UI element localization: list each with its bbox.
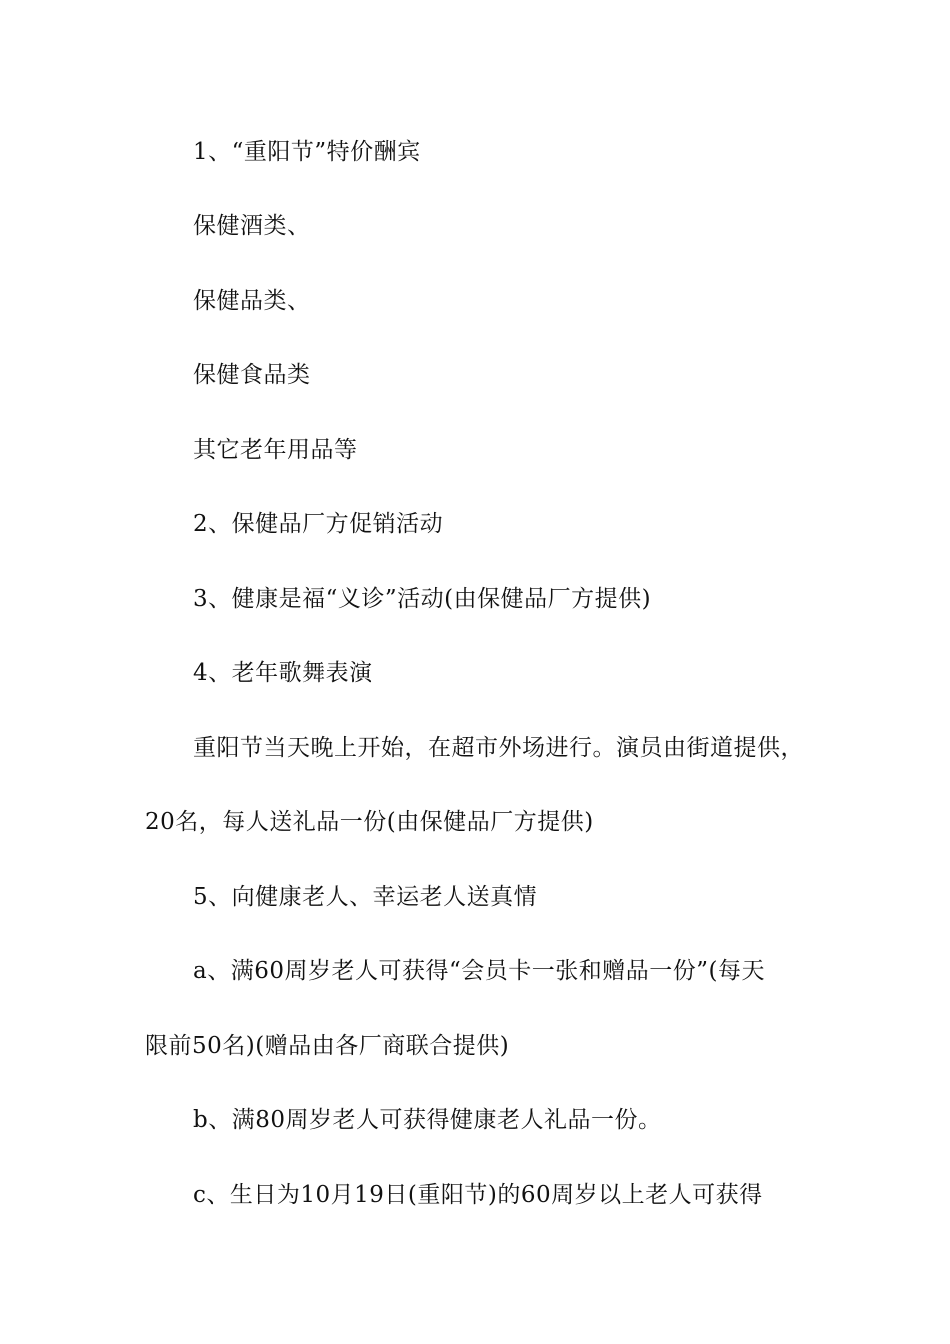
list-item-1-heading: 1、“重阳节”特价酬宾	[193, 139, 421, 165]
sub-item-c: c、生日为10月19日(重阳节)的60周岁以上老人可获得	[193, 1182, 763, 1208]
paragraph-line: 重阳节当天晚上开始，在超市外场进行。演员由街道提供，	[193, 735, 804, 761]
paragraph-line: 20名，每人送礼品一份(由保健品厂方提供)	[145, 809, 594, 835]
list-item-5-heading: 5、向健康老人、幸运老人送真情	[193, 884, 538, 910]
paragraph-line: 其它老年用品等	[193, 437, 358, 463]
sub-item-a: a、满60周岁老人可获得“会员卡一张和赠品一份”(每天	[193, 958, 765, 984]
list-item-4-heading: 4、老年歌舞表演	[193, 660, 373, 686]
list-item-3-heading: 3、健康是福“义诊”活动(由保健品厂方提供)	[193, 586, 652, 612]
paragraph-line: 保健食品类	[193, 362, 311, 388]
list-item-2-heading: 2、保健品厂方促销活动	[193, 511, 444, 537]
paragraph-line: 限前50名)(赠品由各厂商联合提供)	[145, 1033, 510, 1059]
paragraph-line: 保健酒类、	[193, 213, 311, 239]
paragraph-line: 保健品类、	[193, 288, 311, 314]
sub-item-b: b、满80周岁老人可获得健康老人礼品一份。	[193, 1107, 662, 1133]
